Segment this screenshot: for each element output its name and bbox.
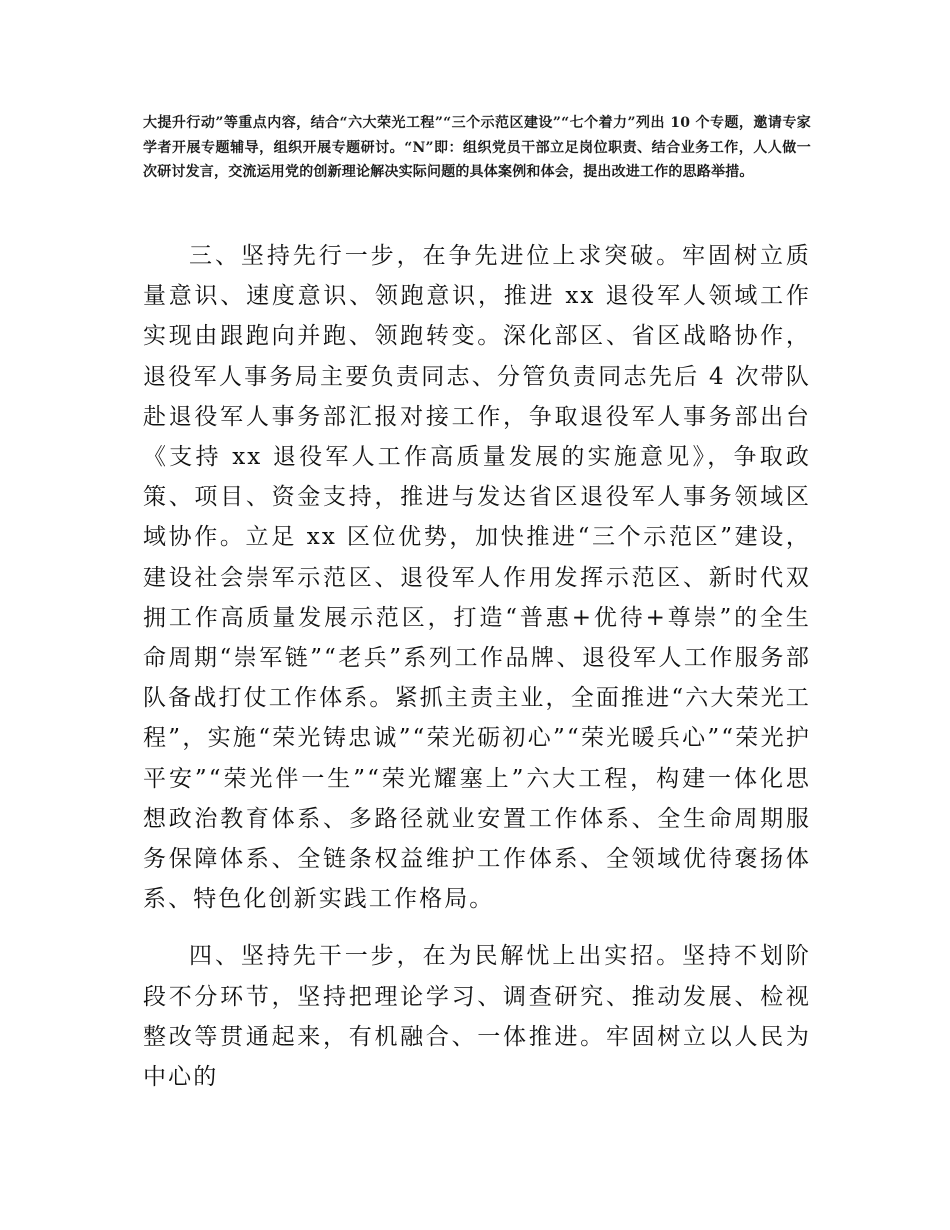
- continued-paragraph: 大提升行动”等重点内容，结合“六大荣光工程”“三个示范区建设”“七个着力”列出 10 个专题，邀请专家学者开展专题辅导，组织开展专题研讨。“N”即：组织党员干部立足岗位职责、结合业务工作，人人做一次研讨发言，交流运用党的创新理论解决实际问题的具体案例和体会，提出改进工作的思路举措。: [143, 115, 811, 181]
- paragraph-section-three: 三、坚持先行一步，在争先进位上求突破。牢固树立质量意识、速度意识、领跑意识，推进 xx 退役军人领域工作实现由跟跑向并跑、领跑转变。深化部区、省区战略协作，退役军人事务局主要负责同志、分管负责同志先后 4 次带队赴退役军人事务部汇报对接工作，争取退役军人事务部出台《支持 xx 退役军人工作高质量发展的实施意见》，争取政策、项目、资金支持，推进与发达省区退役军人事务领域区域协作。立足 xx 区位优势，加快推进“三个示范区”建设，建设社会崇军示范区、退役军人作用发挥示范区、新时代双拥工作高质量发展示范区，打造“普惠+优待+尊崇”的全生命周期“崇军链”“老兵”系列工作品牌、退役军人工作服务部队备战打仗工作体系。紧抓主责主业，全面推进“六大荣光工程”，实施“荣光铸忠诚”“荣光砺初心”“荣光暖兵心”“荣光护平安”“荣光伴一生”“荣光耀塞上”六大工程，构建一体化思想政治教育体系、多路径就业安置工作体系、全生命周期服务保障体系、全链条权益维护工作体系、全领域优待褒扬体系、特色化创新实践工作格局。: [143, 243, 811, 913]
- document-body: [143, 236, 811, 1114]
- paragraph-section-four: 四、坚持先干一步，在为民解忧上出实招。坚持不划阶段不分环节，坚持把理论学习、调查研究、推动发展、检视整改等贯通起来，有机融合、一体推进。牢固树立以人民为中心的: [143, 943, 811, 1091]
